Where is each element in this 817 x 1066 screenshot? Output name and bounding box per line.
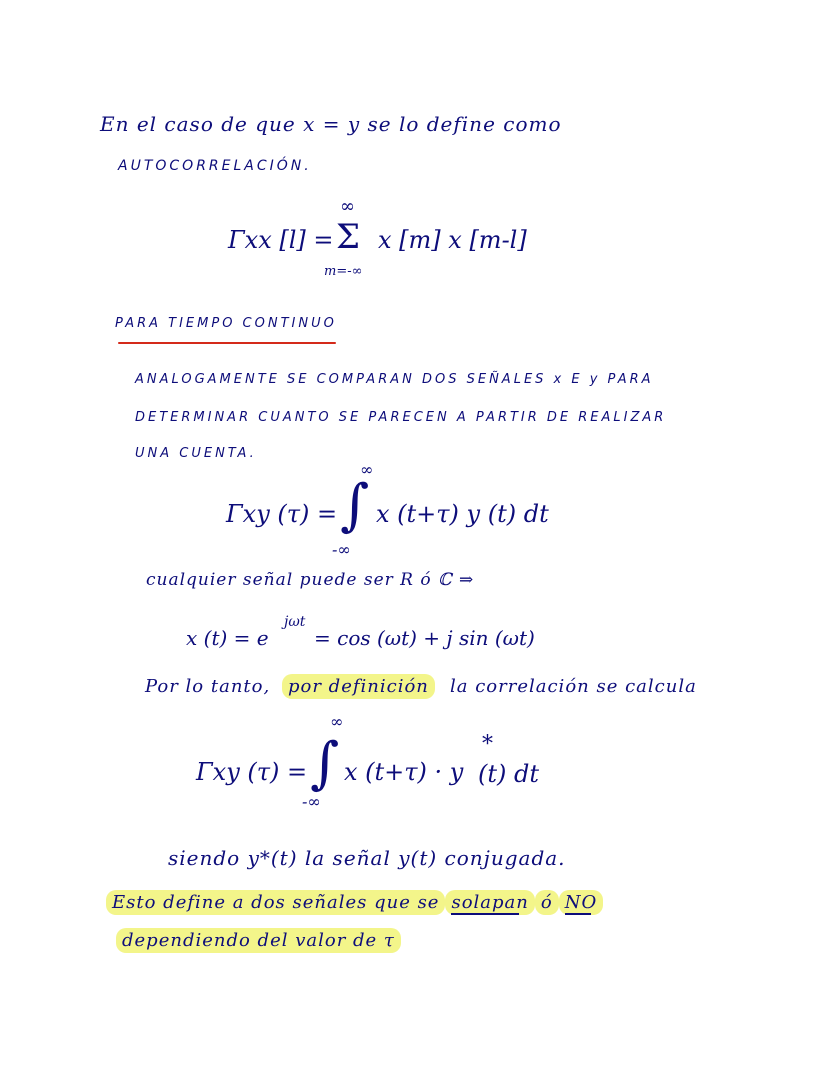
highlight-line-2-text: dependiendo del valor de τ [116, 928, 401, 953]
highlight-part-b [445, 890, 534, 915]
crosscorr-lhs: Γxy (τ) = [226, 500, 338, 528]
solapan-underline [451, 913, 519, 915]
crosscorr-lower: -∞ [332, 540, 351, 559]
correlacion-line: la correlación se calcula [450, 676, 697, 697]
autocorr-lower: m=-∞ [324, 264, 363, 279]
autocorr-upper: ∞ [340, 196, 355, 217]
crosscorr2-lhs: Γxy (τ) = [196, 758, 308, 786]
crosscorr2-integral: ∫ [310, 731, 340, 796]
no-underline [565, 913, 591, 915]
euler-lhs: x (t) = e [186, 626, 269, 650]
intro-line-1: En el caso de que x = y se lo define como [100, 112, 562, 136]
intro-line-2: AUTOCORRELACIÓN. [118, 158, 312, 174]
highlight-part-d [559, 890, 604, 915]
por-lo-tanto: Por lo tanto, [145, 676, 271, 697]
crosscorr2-rhs-a: x (t+τ) · y [344, 758, 464, 786]
section-title: PARA TIEMPO CONTINUO [115, 316, 337, 331]
highlighted-line-1 [106, 892, 603, 913]
crosscorr-rhs: x (t+τ) y (t) dt [376, 500, 549, 528]
solapan-word: solapan [451, 892, 529, 913]
section-title-underline [118, 342, 336, 344]
para1-line-1: ANALOGAMENTE SE COMPARAN DOS SEÑALES x E y PARA [135, 372, 654, 387]
crosscorr-upper: ∞ [360, 460, 374, 479]
autocorr-lhs: Γxx [l] = [228, 226, 334, 254]
por-definicion-highlight: por definición [282, 674, 435, 699]
conjugate-star: * [482, 732, 493, 757]
euler-exponent: jωt [284, 614, 306, 630]
signal-line: cualquier señal puede ser R ó ℂ ⇒ [146, 570, 475, 590]
highlight-part-c: ó [535, 890, 559, 915]
highlighted-line-2 [116, 930, 401, 951]
siendo-line: siendo y*(t) la señal y(t) conjugada. [168, 846, 566, 870]
crosscorr-integral: ∫ [340, 473, 370, 538]
euler-rhs: = cos (ωt) + j sin (ωt) [314, 626, 535, 650]
crosscorr2-rhs-b: (t) dt [478, 760, 540, 788]
autocorr-sum: Σ [336, 217, 361, 257]
highlight-part-a: Esto define a dos señales que se [106, 890, 445, 915]
para1-line-3: UNA CUENTA. [135, 446, 257, 461]
autocorr-rhs: x [m] x [m-l] [378, 226, 527, 254]
crosscorr2-upper: ∞ [330, 712, 344, 731]
no-word: NO [564, 892, 598, 913]
crosscorr2-lower: -∞ [302, 792, 321, 811]
para1-line-2: DETERMINAR CUANTO SE PARECEN A PARTIR DE REALIZAR [135, 410, 667, 425]
